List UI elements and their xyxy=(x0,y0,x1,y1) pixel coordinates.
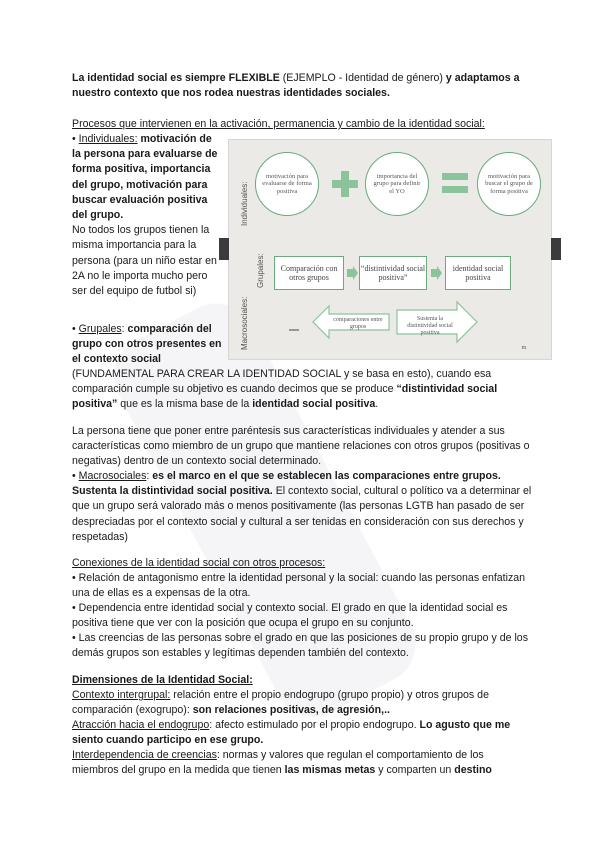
side-label-macrosociales: Macrosociales: xyxy=(240,296,249,350)
individuales-paragraph: • Individuales: motivación de la persona para evaluarse de forma positiva, importancia del grupo, motivación para buscar evaluación positiva del grupo. No todos los grupos tienen la misma importancia para la persona (para un niño estar en 2A no le importa mucho pero ser del equipo de futbol si) xyxy=(72,133,218,298)
box-identidad-positiva: identidad social positiva xyxy=(445,256,511,290)
left-tab xyxy=(219,238,229,260)
interdependencia-bold-a: las mismas metas xyxy=(284,764,376,777)
grupales-quote: “distintividad social positiva” xyxy=(72,383,498,411)
identity-process-diagram xyxy=(228,139,552,360)
circle-motivacion-evaluarse: motivación para evaluarse de forma positiva xyxy=(255,152,319,216)
conexiones-heading-text: Conexiones de la identidad social con otros procesos: xyxy=(72,557,326,569)
parentesis-paragraph: La persona tiene que poner entre paréntesis sus características individuales y atender a sus características como miembro de un grupo que mantiene relaciones con otros grupos (positivas o negativas) dentro de un contexto social determinado. xyxy=(72,425,530,468)
right-tab xyxy=(551,238,561,260)
intro-bold-a: La identidad social es siempre FLEXIBLE xyxy=(72,72,280,84)
atraccion-label: Atracción hacia el endogrupo xyxy=(72,719,210,731)
atraccion-paragraph: Atracción hacia el endogrupo: afecto estimulado por el propio endogrupo. Lo agusto que me siento cuando participo en ese grupo. xyxy=(72,719,511,747)
circle-motivacion-grupo: motivación para buscar el grupo de forma positiva xyxy=(477,152,541,216)
circle-importancia-grupo: importancia del grupo para definir el YO xyxy=(365,152,429,216)
procesos-heading xyxy=(72,117,542,132)
conexiones-heading xyxy=(72,556,532,571)
macrosociales-bold: es el marco en el que se establecen las comparaciones entre grupos. Sustenta la distintividad social positiva. xyxy=(72,470,501,498)
interdependencia-paragraph: Interdependencia de creencias: normas y valores que regulan el comportamiento de los miembros del grupo en la medida que tienen las mismas metas y comparten un destino xyxy=(72,749,492,777)
arrow-right-2 xyxy=(431,266,442,280)
conexiones-item-1: • Relación de antagonismo entre la identidad personal y la social: cuando las personas enfatizan una de ellas es a expensas de la otra. xyxy=(72,572,526,600)
intro-bold-b: y adaptamos a nuestro contexto que nos rodea nuestras identidades sociales. xyxy=(72,72,520,100)
diagram-connectors xyxy=(229,140,551,359)
dimensiones-heading-text: Dimensiones de la Identidad Social: xyxy=(72,674,253,686)
arrow-right-1 xyxy=(347,266,358,280)
grupales-head: • Grupales: comparación del grupo con otros presentes en el contexto social xyxy=(72,323,222,366)
atraccion-bold: Lo agusto que me siento cuando participo en ese grupo. xyxy=(72,719,511,747)
figure-page-mark: m xyxy=(521,345,527,351)
arrow-left-text: comparaciones entre grupos xyxy=(333,317,383,330)
conexiones-item-2: • Dependencia entre identidad social y contexto social. El grado en que la identidad social es positiva tiene que ver con la posición que ocupa el grupo en su conjunto. xyxy=(72,602,508,630)
macrosociales-normal: El contexto social, cultural o político va a determinar el que un grupo será valorado más o menos positivamente (las personas LGTB han pasado de ser despreciadas por el contexto social y cultural a ser tenidas en consideración con sus derechos y respetadas) xyxy=(72,485,532,543)
contexto-bold: son relaciones positivas, de agresión,.. xyxy=(192,704,390,717)
side-label-grupales: Grupales: xyxy=(256,253,265,288)
intro-paragraph xyxy=(72,71,532,101)
macrosociales-paragraph: • Macrosociales: es el marco en el que se establecen las comparaciones entre grupos. Sustenta la distintividad social positiva. El contexto social, cultural o político va a determinar el que un grupo será valorado más o menos positivamente (las personas LGTB han pasado de ser despreciadas por el contexto social y cultural a ser tenidas en consideración con sus derechos y respetadas) xyxy=(72,470,532,543)
procesos-heading-text: Procesos que intervienen en la activación, permanencia y cambio de la identidad social: xyxy=(72,118,485,130)
conexiones-item-3: • Las creencias de las personas sobre el grado en que las posiciones de su propio grupo y de los demás grupos son estables y legítimas dependen también del contexto. xyxy=(72,632,528,660)
macrosociales-label: Macrosociales xyxy=(78,470,147,482)
contexto-paragraph: Contexto intergrupal: relación entre el propio endogrupo (grupo propio) y otros grupos de comparación (exogrupo): son relaciones positivas, de agresión,.. xyxy=(72,689,489,717)
dimensiones-heading xyxy=(72,673,532,688)
arrow-right-text: Sustenta la distintividad social positiva xyxy=(407,316,453,336)
grupales-tail: identidad social positiva xyxy=(252,398,376,411)
box-comparacion: Comparación con otros grupos xyxy=(274,256,344,290)
box-distintividad: “distintividad social positiva” xyxy=(359,256,427,290)
side-label-individuales: Individuales: xyxy=(240,181,249,226)
individuales-bold: motivación de la persona para evaluarse de forma positiva, importancia del grupo, motivación para buscar evaluación positiva del grupo. xyxy=(72,133,218,222)
interdependencia-label: Interdependencia de creencias xyxy=(72,749,217,761)
grupales-label: Grupales xyxy=(78,323,122,335)
interdependencia-bold-b: destino xyxy=(454,764,492,777)
contexto-label: Contexto intergrupal: xyxy=(72,689,171,701)
grupales-normal-a: (FUNDAMENTAL PARA CREAR LA IDENTIDAD SOCIAL y se basa en esto), cuando esa comparación cumple su objetivo es cuando decimos que se produce xyxy=(72,368,492,396)
individuales-normal: No todos los grupos tienen la misma importancia para la persona (para un niño estar en 2A no le importa mucho pero ser del equipo de futbol si) xyxy=(72,224,217,298)
individuales-label: Individuales: xyxy=(78,133,138,145)
intro-normal: (EJEMPLO - Identidad de género) xyxy=(279,72,446,84)
grupales-continuation: (FUNDAMENTAL PARA CREAR LA IDENTIDAD SOCIAL y se basa en esto), cuando esa comparación cumple su objetivo es cuando decimos que se produce “distintividad social positiva” que es la misma base de la identidad social positiva. xyxy=(72,368,498,411)
grupales-bold: comparación del grupo con otros presentes en el contexto social xyxy=(72,323,222,366)
